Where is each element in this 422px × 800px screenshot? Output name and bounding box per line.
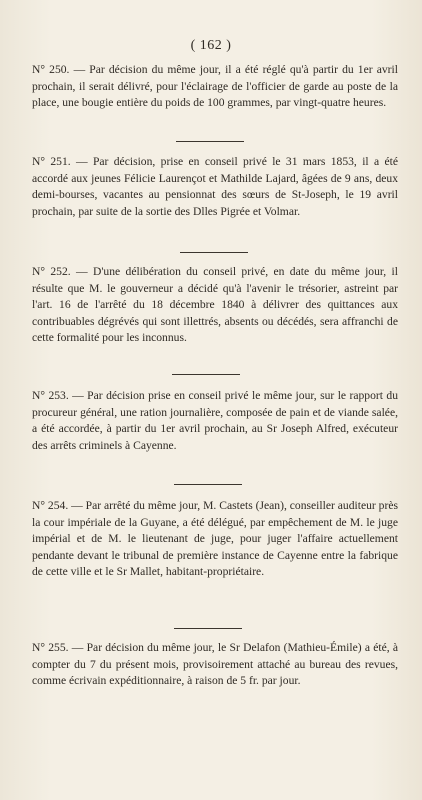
entry-253 bbox=[32, 388, 398, 454]
separator-rule bbox=[174, 484, 242, 485]
entry-254 bbox=[32, 498, 398, 581]
entry-252-text: N° 252. — D'une délibération du conseil privé, en date du même jour, il résulte que M. le gouverneur a décidé qu'à l'avenir le trésorier, astreint par l'art. 16 de l'arrêté du 18 décembre 1840 à délivrer des quittances aux contribuables dégrévés qui sont illettrés, absents ou décédés, sera affranchi de cette formalité pour les inconnus. bbox=[32, 265, 398, 345]
entry-255 bbox=[32, 640, 398, 690]
entry-255-text: N° 255. — Par décision du même jour, le Sr Delafon (Mathieu-Émile) a été, à compter du 7 du présent mois, provisoirement attaché au bureau des revues, comme écrivain expéditionnaire, à raison de 5 fr. par jour. bbox=[32, 641, 398, 688]
separator-rule bbox=[174, 628, 242, 629]
entry-250 bbox=[32, 62, 398, 112]
page-number: ( 162 ) bbox=[190, 38, 232, 53]
entry-251-text: N° 251. — Par décision, prise en conseil privé le 31 mars 1853, il a été accordé aux jeunes Félicie Laurençot et Mathilde Lajard, âgées de 9 ans, deux demi-bourses, vacantes au pensionnat des sœurs de St-Joseph, le 19 avril prochain, par suite de la sortie des Dlles Pigrée et Volmar. bbox=[32, 155, 398, 218]
entry-254-text: N° 254. — Par arrêté du même jour, M. Castets (Jean), conseiller auditeur près la cour impériale de la Guyane, a été délégué, par empêchement de M. le juge impérial et de M. le lieutenant de juge, pour juger l'affaire actuellement pendante devant le tribunal de première instance de Cayenne entre la fabrique de cette ville et le Sr Mallet, habitant-propriétaire. bbox=[32, 499, 398, 579]
entry-253-text: N° 253. — Par décision prise en conseil privé le même jour, sur le rapport du procureur général, une ration journalière, composée de pain et de viande salée, a été accordée, à partir du 1er avril prochain, au Sr Joseph Alfred, exécuteur des arrêts criminels à Cayenne. bbox=[32, 389, 398, 452]
entry-250-text: N° 250. — Par décision du même jour, il a été réglé qu'à partir du 1er avril prochain, il serait délivré, pour l'éclairage de l'officier de garde au poste de la place, une bougie entière du poids de 100 grammes, par vingt-quatre heures. bbox=[32, 63, 398, 110]
separator-rule bbox=[172, 374, 240, 375]
separator-rule bbox=[176, 141, 244, 142]
entry-252 bbox=[32, 264, 398, 347]
entry-251 bbox=[32, 154, 398, 220]
separator-rule bbox=[180, 252, 248, 253]
